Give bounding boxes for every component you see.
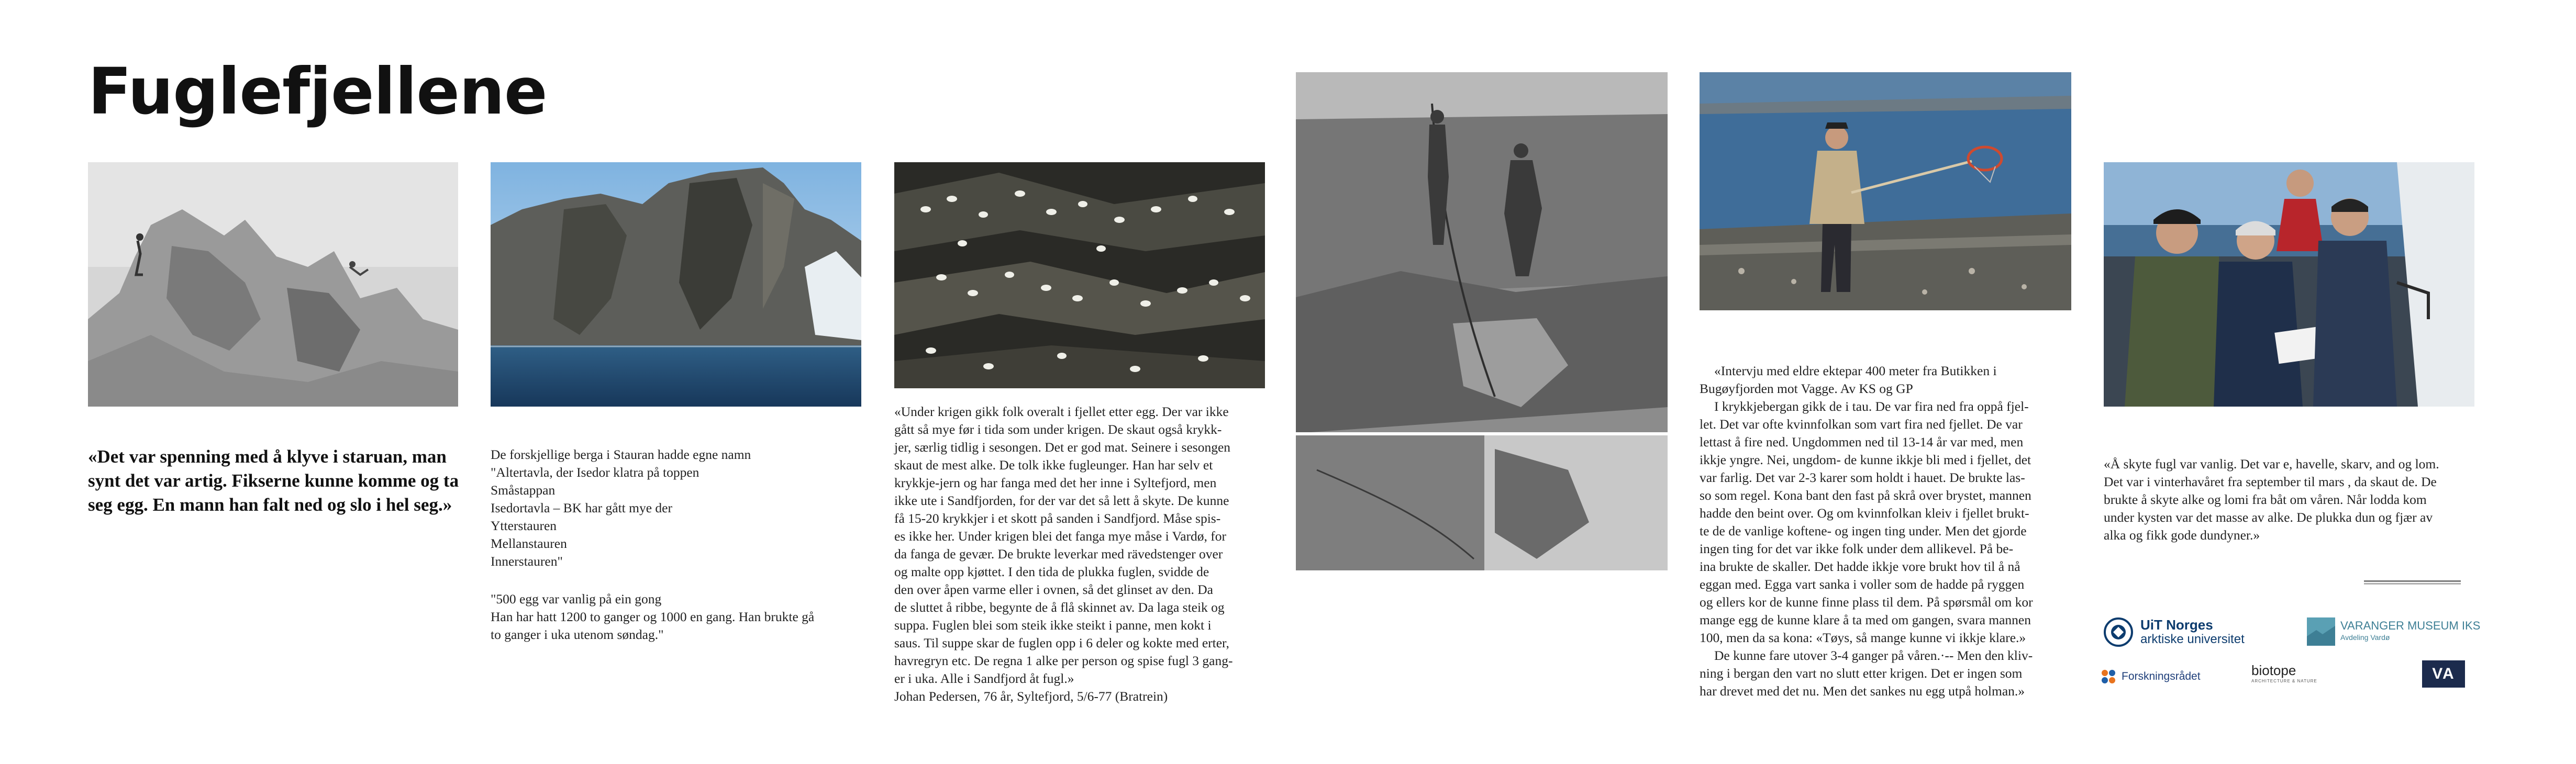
text-column-5-heading: «Intervju med eldre ektepar 400 meter fra Butikken i Bugøyfjorden mot Vagge. Av KS og GP	[1700, 363, 1997, 396]
photo-bird-cliff-sea	[491, 162, 861, 407]
text-column-2-eggs: "500 egg var vanlig på ein gong Han har hatt 1200 to ganger og 1000 en gang. Han brukte gå to ganger i uka utenom søndag."	[491, 591, 815, 642]
va-mark: VA	[2432, 665, 2455, 682]
varanger-museum-logo	[2307, 617, 2480, 646]
uit-emblem-icon	[2104, 617, 2133, 647]
quote-column-1: «Det var spenning med å klyve i staruan, man synt det var artig. Fikserne kunne komme og ta seg egg. En mann han falt ned og slo i hel seg.»	[88, 446, 459, 515]
biotope-logo	[2251, 662, 2317, 683]
text-column-5-ending: De kunne fare utover 3-4 ganger på våren.·-- Men den kliv- ning i bergan den vart no slutt etter krigen. Det er ingen som har drevet med det nu. Men det sankes nu egg utpå holman.»	[1700, 648, 2033, 699]
text-column-5-interview: I krykkjebergan gikk de i tau. De var fira ned fra oppå fjel- let. Det var ofte kvinnfolkan som vart fira ned fjellet. De var lettast å fire ned. Ungdommen ned til 13-14 år var med, men ikkje yngre. Nei, ungdom- de kunne ikkje bli med i fjellet, det var farlig. Det var 2-3 karer som holdt i hauet. De brukte las- so som regel. Kona bant den fast på skrå over brystet, mannen hadde den beint over. Og om kvinnfolkan kleiv i fjellet brukt- te de de vanlige koftene- og ingen ting under. Men det gjorde ingen ting for det var ikke folk under dem allikevel. På be- ina brukte de skaller. Det hadde ikkje vore brukt hov til å nå eggan med. Egga vart sanka i voller som de hadde på ryggen og ellers kor de kunne finne plass til dem. På spørsmål om kor mange egg de kunne klare å ta med om gangen, svara mannen 100, men da sa kona: «Tøys, så mange kunne vi ikkje klare.»	[1700, 399, 2033, 645]
va-logo	[2422, 660, 2465, 688]
text-column-3-war: «Under krigen gikk folk overalt i fjellet etter egg. Der var ikke gått så mye før i tida som under krigen. De skaut også krykk- jer, særlig tidlig i sesongen. Det er god mat. Seinere i sesongen skaut de mest alke. De tolk ikke fugleunger. Han har selv et krykkje-jern og har fanga med det her inne i Syltefjord, men ikke ute i Sandfjorden, for der var det så lett å skyte. De kunne få 15-20 krykkjer i et skott på sanden i Sandfjord. Måse spis- es ikke her. Under krigen blei det fanga mye måse i Vardø, for da fanga de gevær. De brukte leverkar med rävedstenger over og malte opp kjøttet. I den tida de plukka fuglen, svidde de den over åpen varme eller i ovnen, så det glinset av den. Da de sluttet å ribbe, begynte de å flå skinnet av. Da laga steik og suppa. Fuglen blei som steik ikke steikt i panne, men kokt i saus. Til suppe skar de fuglen opp i 6 deler og kokte med erter, havregryn etc. De regna 1 alke per person og spise fugl 3 gang- er i uka. Alle i Sandfjord åt fugl.»	[894, 404, 1233, 686]
text-column-2-names: De forskjellige berga i Stauran hadde egne namn "Altertavla, der Isedor klatra på toppen Småstappan Isedortavla – BK har gått mye der Ytterstauren Mellanstauren Innerstauren"	[491, 447, 751, 569]
photo-cliff-climber	[88, 162, 458, 407]
page-title: Fuglefjellene	[88, 54, 547, 129]
museum-emblem-icon	[2307, 617, 2335, 646]
forskningsradet-icon	[2100, 668, 2117, 686]
text-column-3-credit: Johan Pedersen, 76 år, Syltefjord, 5/6-77 (Bratrein)	[894, 689, 1168, 704]
photo-seabird-colony	[894, 162, 1265, 388]
uit-logo	[2104, 617, 2245, 647]
divider-rule	[2364, 580, 2461, 586]
photo-man-with-net	[1700, 72, 2071, 310]
photo-people-on-boat	[2104, 162, 2474, 407]
photo-men-with-pole	[1296, 72, 1668, 570]
forskningsradet-logo	[2100, 668, 2201, 686]
forskningsradet-name: Forskningsrådet	[2122, 670, 2201, 682]
uit-subtitle: arktiske universitet	[2140, 632, 2245, 646]
uit-name: UiT Norges	[2140, 617, 2213, 633]
biotope-name: biotope	[2251, 662, 2296, 678]
museum-subtitle: Avdeling Vardø	[2340, 633, 2390, 642]
museum-name: VARANGER MUSEUM IKS	[2340, 619, 2481, 632]
text-column-6-shooting: «Å skyte fugl var vanlig. Det var e, havelle, skarv, and og lom. Det var i vinterhavåret fra september til mars , da skaut de. De brukte å skyte alke og lomi fra båt om våren. Når lodda kom under kysten var det masse av alke. De plukka dun og fjær av alka og fikk gode dundyner.»	[2104, 456, 2439, 543]
biotope-subtitle: ARCHITECTURE & NATURE	[2251, 679, 2317, 683]
